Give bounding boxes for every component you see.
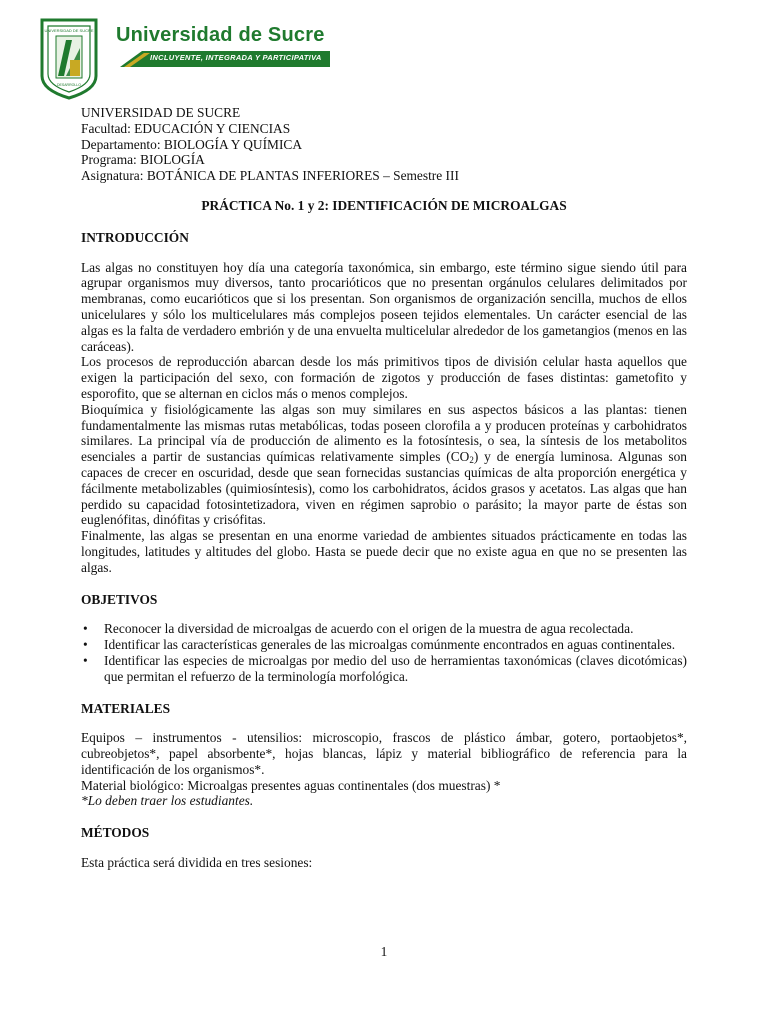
meta-faculty: Facultad: EDUCACIÓN Y CIENCIAS: [81, 120, 291, 136]
intro-paragraph-4: Finalmente, las algas se presentan en una enorme variedad de ambientes situados prácticamente en todas las longitudes, latitudes y altitudes del globo. Hasta se puede decir que no existe agua en que no se presenten las algas.: [81, 528, 687, 575]
intro-p3-part-b: ) y de energía luminosa. Algunas son capaces de crecer en oscuridad, desde que sean fornecidas sustancias químicas de alta proporción energética y fácilmente metabolizables (quimiosíntesis), como los carbohidratos, ácidos grasos y acetatos. Las algas que han perdido su capacidad fotosintetizadora, viven en régimen saprobio o parásito; la mayor parte de éstas son euglenófitas, dinófitas y crisófitas.: [81, 449, 687, 528]
university-header: [36, 18, 336, 102]
intro-paragraph-1: Las algas no constituyen hoy día una categoría taxonómica, sin embargo, este término sigue siendo útil para agrupar organismos muy diversos, tanto procarióticos que no presentan orgánulos celulares delimitados por membranas, como eucarióticos que si los presentan. Son organismos de organización sencilla, muchos de ellos unicelulares y sólo los multicelulares más complejos poseen tejidos elementales. Un carácter esencial de las algas es la falta de verdadero embrión y de una envuelta multicelular alrededor de los gametangios (menos en las caráceas).: [81, 259, 687, 354]
practice-title: PRÁCTICA No. 1 y 2: IDENTIFICACIÓN DE MICROALGAS: [201, 197, 567, 213]
intro-paragraph-2: Los procesos de reproducción abarcan desde los más primitivos tipos de división celular hasta aquellos que exigen la participación del sexo, con formación de zigotos y producción de fases distintas: gametofito y esporofito, que se alternan en ciclos más o menos complejos.: [81, 354, 687, 401]
objective-item: • Identificar las especies de microalgas por medio del uso de herramientas taxonómicas (claves dicotómicas) que permitan el refuerzo de la terminología morfológica.: [81, 653, 687, 685]
objectives-list: [81, 621, 687, 684]
methods-text: Esta práctica será dividida en tres sesiones:: [81, 855, 313, 871]
objectives-heading: OBJETIVOS: [81, 591, 158, 607]
brand-tagline: INCLUYENTE, INTEGRADA Y PARTICIPATIVA: [150, 53, 322, 62]
introduction-heading: INTRODUCCIÓN: [81, 229, 189, 245]
materials-note: *Lo deben traer los estudiantes.: [81, 793, 254, 809]
intro-p3-part-a: Bioquímica y fisiológicamente las algas son muy similares en sus aspectos básicos a las plantas: tienen fundamentalmente las mismas rutas metabólicas, todas poseen clorofila a y producen proteínas y carbohidratos similares. La principal vía de producción de alimento es la fotosíntesis, o sea, la síntesis de los metabolitos esenciales a partir de sustancias químicas relativamente simples (CO: [81, 401, 687, 465]
methods-heading: MÉTODOS: [81, 825, 150, 841]
objective-item: • Identificar las características generales de las microalgas comúnmente encontrados en aguas continentales.: [81, 637, 687, 653]
page-number: 1: [380, 944, 388, 959]
materials-heading: MATERIALES: [81, 700, 171, 716]
brand-tagline-banner: [120, 51, 330, 67]
materials-equipment: Equipos – instrumentos - utensilios: microscopio, frascos de plástico ámbar, gotero, portaobjetos*, cubreobjetos*, papel absorbente*, hojas blancas, lápiz y material bibliográfico de referencia para la identificación de los organismos*.: [81, 730, 687, 777]
objective-item: • Reconocer la diversidad de microalgas de acuerdo con el origen de la muestra de agua recolectada.: [81, 621, 687, 637]
meta-program: Programa: BIOLOGÍA: [81, 152, 205, 168]
meta-university: UNIVERSIDAD DE SUCRE: [81, 105, 241, 120]
meta-subject: Asignatura: BOTÁNICA DE PLANTAS INFERIORES – Semestre III: [81, 168, 459, 184]
seal-text-top: UNIVERSIDAD DE SUCRE: [44, 28, 94, 33]
brand-name: Universidad de Sucre: [116, 24, 325, 46]
co2-subscript: 2: [469, 455, 474, 466]
brand-block: [116, 24, 330, 67]
intro-paragraph-3: [81, 402, 687, 528]
seal-text-bottom: DESARROLLO: [57, 83, 81, 87]
materials-biological: Material biológico: Microalgas presentes aguas continentales (dos muestras) *: [81, 777, 501, 793]
university-seal-logo: [36, 18, 102, 100]
document-body: [81, 105, 687, 871]
meta-department: Departamento: BIOLOGÍA Y QUÍMICA: [81, 136, 303, 152]
